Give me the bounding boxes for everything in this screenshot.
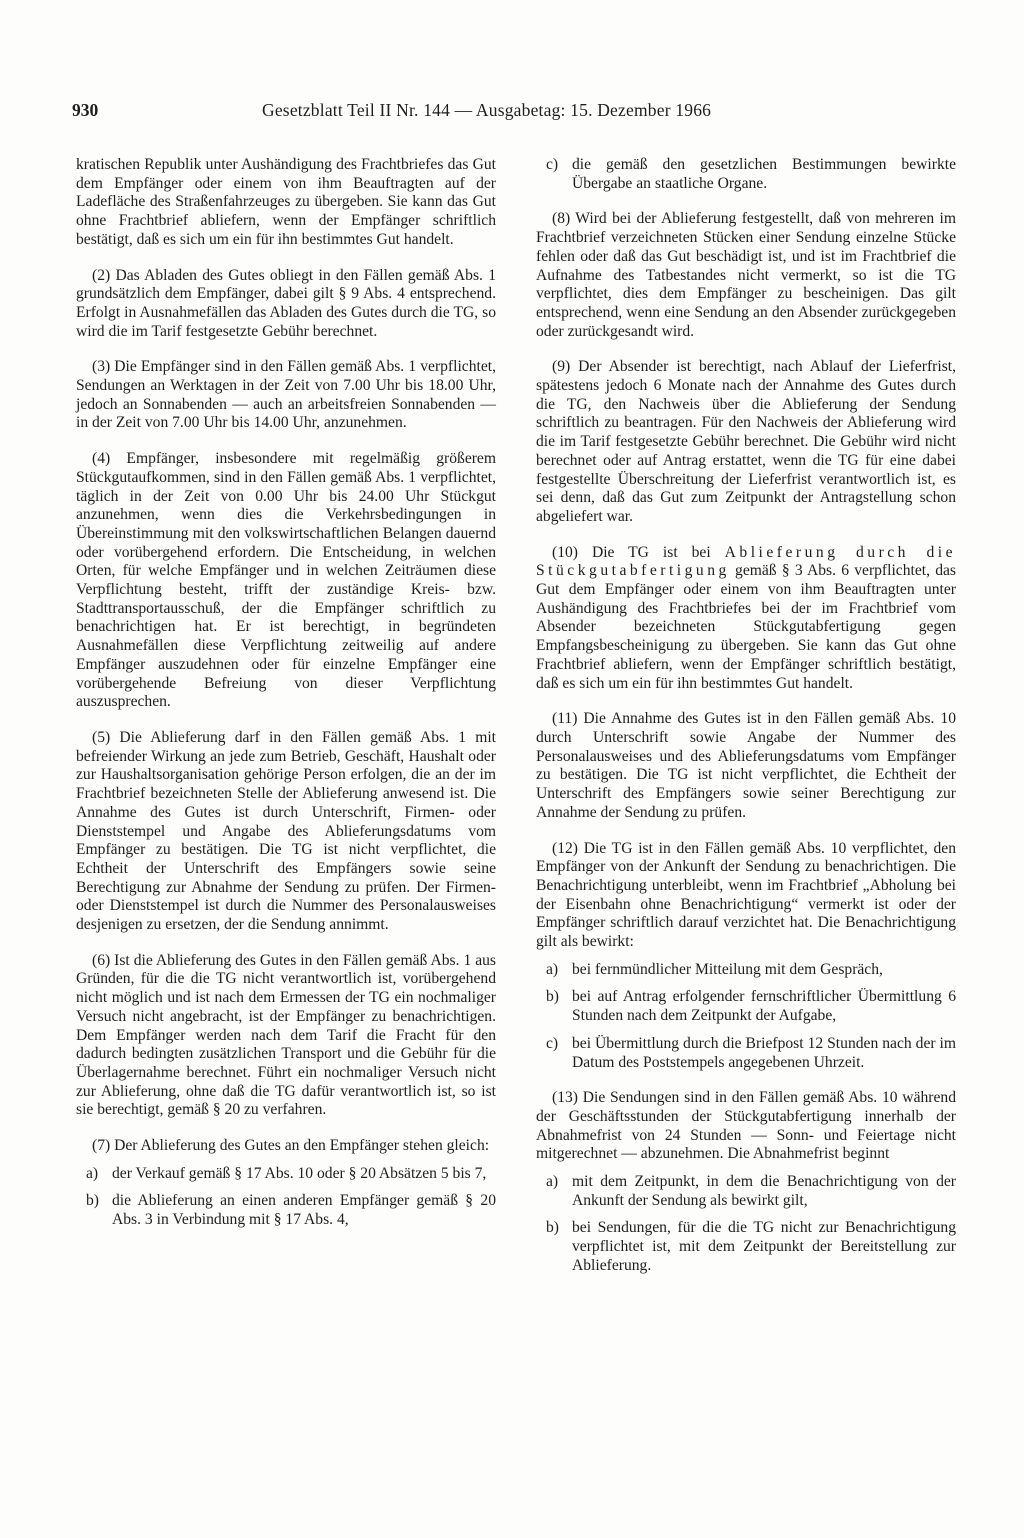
paragraph-13: (13) Die Sendungen sind in den Fällen gemäß Abs. 10 während der Geschäftsstunden der Stückgutabfertigung innerhalb der Abnahmefrist von 24 Stunden — Sonn- und Feiertage nicht mitgerechnet — abzunehmen. Die Abnahmefrist beginnt (536, 1089, 956, 1163)
list-text: mit dem Zeitpunkt, in dem die Benachrichtigung von der Ankunft der Sendung als bewirkt gilt, (572, 1173, 956, 1209)
list-item-13b (536, 1219, 956, 1275)
list-item-7a (76, 1165, 496, 1184)
list-label: b) (546, 1219, 559, 1237)
list-item-12a (536, 961, 956, 980)
right-column (536, 156, 956, 1276)
list-item-12c (536, 1035, 956, 1072)
list-text: der Verkauf gemäß § 17 Abs. 10 oder § 20 Absätzen 5 bis 7, (112, 1164, 487, 1182)
paragraph-10-start: (10) Die TG ist bei (552, 543, 725, 561)
list-label: a) (546, 1173, 559, 1191)
list-text: die Ablieferung an einen anderen Empfänger gemäß § 20 Abs. 3 in Verbindung mit § 17 Abs. 4, (112, 1192, 496, 1229)
paragraph-6: (6) Ist die Ablieferung des Gutes in den Fällen gemäß Abs. 1 aus Gründen, für die die TG nicht verantwortlich ist, vorübergehend nicht möglich und ist nach dem Ermessen der TG ein nochmaliger Versuch nicht angebracht, ist der Empfänger zu benachrichtigen. Dem Empfänger werden nach dem Tarif die Fracht für den dadurch bedingten zusätzlichen Transport und die Gebühr für die Überlagernahme berechnet. Führt ein nochmaliger Versuch nicht zur Ablieferung, ohne daß die TG dafür verantwortlich ist, so ist sie berechtigt, gemäß § 20 zu verfahren. (76, 951, 496, 1119)
paragraph-10-emphasis: Ablieferung durch die Stückgutabfertigung (536, 543, 956, 580)
list-label: a) (86, 1164, 99, 1182)
paragraph-11: (11) Die Annahme des Gutes ist in den Fällen gemäß Abs. 10 durch Unterschrift sowie Angabe der Nummer des Personalausweises und des Ablieferungsdatums vom Empfänger zu bestätigen. Die TG ist nicht verpflichtet, die Echtheit der Unterschrift des Empfängers sowie seiner Berechtigung zur Annahme der Sendung zu prüfen. (536, 710, 956, 821)
list-text: bei Sendungen, für die die TG nicht zur Benachrichtigung verpflichtet ist, mit dem Zeitpunkt der Bereitstellung zur Ablieferung. (572, 1219, 956, 1274)
page-number: 930 (72, 100, 99, 120)
paragraph-5: (5) Die Ablieferung darf in den Fällen gemäß Abs. 1 mit befreiender Wirkung an jede zum Betrieb, Geschäft, Haushalt oder zur Haushaltsorganisation gehörige Person erfolgen, die an der im Frachtbrief bezeichneten Stelle der Ablieferung anwesend ist. Die Annahme des Gutes ist durch Unterschrift, Firmen- oder Dienststempel und Angabe des Ablieferungsdatums vom Empfänger zu bestätigen. Die TG ist nicht verpflichtet, die Echtheit der Unterschrift des Empfängers sowie seine Berechtigung zur Abnahme der Sendung zu prüfen. Der Firmen- oder Dienststempel ist durch die Nummer des Personalausweises desjenigen zu ersetzen, der die Sendung annimmt. (76, 728, 496, 934)
header-title: Gesetzblatt Teil II Nr. 144 — Ausgabetag: 15. Dezember 1966 (262, 100, 712, 120)
list-label: b) (546, 988, 559, 1006)
list-label: a) (546, 960, 559, 978)
list-text: die gemäß den gesetzlichen Bestimmungen bewirkte Übergabe an staatliche Organe. (572, 156, 956, 192)
paragraph-2: (2) Das Abladen des Gutes obliegt in den Fällen gemäß Abs. 1 grundsätzlich dem Empfänger, dabei gilt § 9 Abs. 4 entsprechend. Erfolgt in Ausnahmefällen das Abladen des Gutes durch die TG, so wird die im Tarif festgesetzte Gebühr berechnet. (76, 266, 496, 340)
paragraph-8: (8) Wird bei der Ablieferung festgestellt, daß von mehreren im Frachtbrief verzeichneten Stücken einer Sendung einzelne Stücke fehlen oder daß das Gut beschädigt ist, und ist im Frachtbrief die Aufnahme des Tatbestandes nicht vermerkt, so ist die TG verpflichtet, dies dem Empfänger zu bescheinigen. Das gilt entsprechend, wenn eine Sendung an den Absender zurückgegeben oder zurückgesandt wird. (536, 210, 956, 340)
list-text: bei fernmündlicher Mitteilung mit dem Gespräch, (572, 960, 883, 978)
list-label: b) (86, 1192, 99, 1210)
paragraph-continued: kratischen Republik unter Aushändigung des Frachtbriefes das Gut dem Empfänger oder einem von ihm Beauftragten auf der Ladefläche des Straßenfahrzeuges zu übergeben. Sie kann das Gut ohne Frachtbrief abliefern, wenn der Empfänger schriftlich bestätigt, daß es sich um ein für ihn bestimmtes Gut handelt. (76, 156, 496, 248)
list-label: c) (546, 156, 559, 173)
paragraph-4: (4) Empfänger, insbesondere mit regelmäßig größerem Stückgutaufkommen, sind in den Fällen gemäß Abs. 1 verpflichtet, täglich in der Zeit von 0.00 Uhr bis 24.00 Uhr Stückgut anzunehmen, wenn dies die Verkehrsbedingungen in Übereinstimmung mit den volkswirtschaftlichen Belangen dauernd oder vorübergehend erfordern. Die Entscheidung, in welchen Orten, für welche Empfänger und in welchen Zeiträumen diese Verpflichtung besteht, trifft der zuständige Kreis- bzw. Stadttransportausschuß, der die Empfänger schriftlich zu benachrichtigen hat. Er ist berechtigt, in begründeten Ausnahmefällen diese Verpflichtung zeitweilig auf andere Empfänger auszudehnen oder für einzelne Empfänger eine vorübergehende Befreiung von dieser Verpflichtung auszusprechen. (76, 450, 496, 711)
paragraph-10-rest: gemäß § 3 Abs. 6 verpflichtet, das Gut dem Empfänger oder einem von ihm Beauftragten unter Aushändigung des Frachtbriefes bei der im Frachtbrief vom Absender bezeichneten Stückgutabfertigung gegen Empfangsbescheinigung zu übergeben. Sie kann das Gut ohne Frachtbrief abliefern, wenn der Empfänger schriftlich bestätigt, daß es sich um ein für ihn bestimmtes Gut handelt. (536, 562, 956, 692)
list-text: bei Übermittlung durch die Briefpost 12 Stunden nach der im Datum des Poststempels angegebenen Uhrzeit. (572, 1034, 956, 1071)
paragraph-3: (3) Die Empfänger sind in den Fällen gemäß Abs. 1 verpflichtet, Sendungen an Werktagen in der Zeit von 7.00 Uhr bis 18.00 Uhr, jedoch an Sonnabenden — auch an arbeitsfreien Sonnabenden — in der Zeit von 7.00 Uhr bis 14.00 Uhr, anzunehmen. (76, 358, 496, 432)
paragraph-9: (9) Der Absender ist berechtigt, nach Ablauf der Lieferfrist, spätestens jedoch 6 Monate nach der Annahme des Gutes durch die TG, den Nachweis über die Ablieferung der Sendung schriftlich zu beantragen. Für den Nachweis der Ablieferung wird die im Tarif festgesetzte Gebühr berechnet. Die Gebühr wird nicht berechnet oder auf Antrag erstattet, wenn die TG für eine dabei festgestellte Überschreitung der Lieferfrist verantwortlich ist, es sei denn, daß das Gut zum Zeitpunkt der Antragstellung schon abgeliefert war. (536, 358, 956, 525)
paragraph-12: (12) Die TG ist in den Fällen gemäß Abs. 10 verpflichtet, den Empfänger von der Ankunft der Sendung zu benachrichtigen. Die Benachrichtigung unterbleibt, wenn im Frachtbrief „Abholung bei der Eisenbahn ohne Benachrichtigung“ vermerkt ist oder der Empfänger schriftlich darauf verzichtet hat. Die Benachrichtigung gilt als bewirkt: (536, 839, 956, 951)
list-item-7b (76, 1192, 496, 1229)
list-item-13a (536, 1173, 956, 1210)
paragraph-10 (536, 544, 956, 694)
left-column (76, 156, 496, 1230)
paragraph-7: (7) Der Ablieferung des Gutes an den Empfänger stehen gleich: (92, 1137, 490, 1155)
list-item-12b (536, 988, 956, 1025)
list-item-7c (536, 156, 956, 193)
list-label: c) (546, 1034, 559, 1052)
list-text: bei auf Antrag erfolgender fernschriftlicher Übermittlung 6 Stunden nach dem Zeitpunkt der Aufgabe, (572, 988, 956, 1025)
